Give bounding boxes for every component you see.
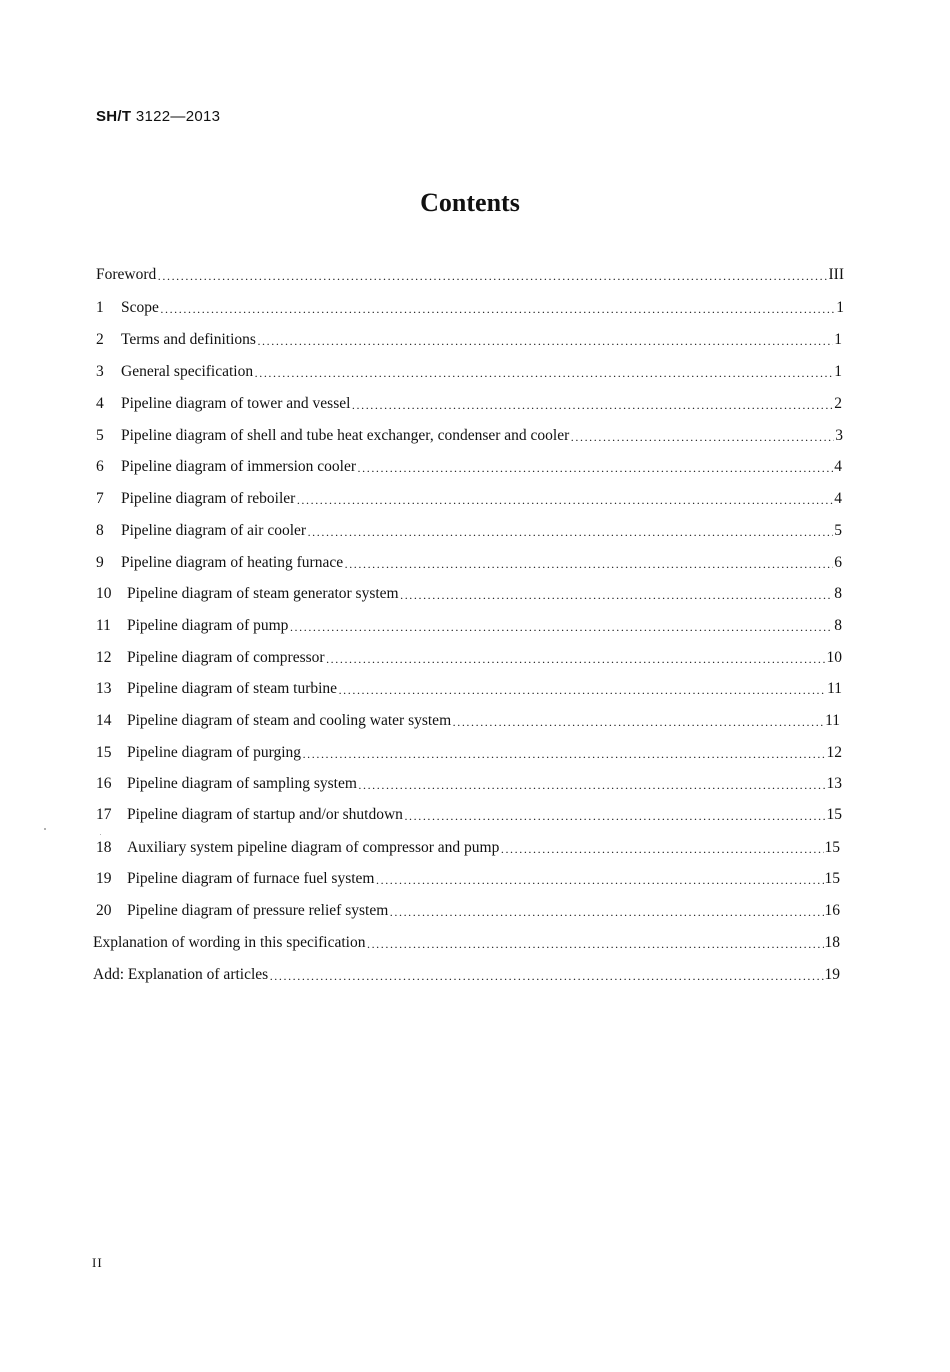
toc-entry[interactable] [96, 647, 842, 669]
toc-dot-leader [404, 804, 826, 826]
toc-entry-page: 2 [834, 395, 842, 412]
toc-entry-title: Add: Explanation of articles [93, 966, 269, 983]
page-number: II [92, 1255, 103, 1270]
toc-entry-page: 8 [834, 585, 842, 602]
toc-entry-title: Pipeline diagram of air cooler [121, 522, 307, 539]
toc-entry[interactable] [96, 837, 840, 859]
scan-speck [100, 834, 101, 835]
toc-dot-leader [351, 393, 833, 415]
toc-entry[interactable] [96, 773, 842, 795]
toc-entry-title: Pipeline diagram of steam turbine [127, 680, 338, 697]
toc-entry-title: Pipeline diagram of compressor [127, 649, 325, 666]
toc-entry-page: 15 [824, 839, 840, 856]
toc-dot-leader [326, 647, 826, 669]
toc-dot-leader [338, 678, 826, 700]
toc-entry[interactable] [96, 456, 842, 478]
toc-entry-title: Foreword [96, 266, 157, 283]
toc-entry-title: Pipeline diagram of steam and cooling water system [127, 712, 452, 729]
toc-entry[interactable] [96, 425, 843, 447]
toc-entry-number: 2 [96, 331, 104, 348]
toc-entry[interactable] [96, 583, 842, 605]
toc-entry-number: 13 [96, 680, 112, 697]
toc-entry[interactable] [96, 900, 840, 922]
toc-entry-title: Pipeline diagram of reboiler [121, 490, 296, 507]
toc-entry-page: III [828, 266, 844, 283]
toc-entry-title: General specification [121, 363, 254, 380]
toc-entry-page: 15 [826, 806, 842, 823]
toc-entry-title: Pipeline diagram of heating furnace [121, 554, 344, 571]
toc-dot-leader [296, 488, 833, 510]
toc-entry-number: 10 [96, 585, 112, 602]
page-title: Contents [420, 188, 520, 217]
toc-entry-page: 10 [826, 649, 842, 666]
toc-entry-number: 9 [96, 554, 104, 571]
toc-entry[interactable] [96, 361, 842, 383]
toc-entry-title: Pipeline diagram of furnace fuel system [127, 870, 375, 887]
toc-dot-leader [302, 742, 825, 764]
toc-dot-leader [570, 425, 834, 447]
toc-entry[interactable] [96, 804, 842, 826]
toc-entry-page: 1 [836, 299, 844, 316]
toc-entry-number: 5 [96, 427, 104, 444]
toc-entry-page: 1 [834, 331, 842, 348]
toc-dot-leader [376, 868, 824, 890]
toc-dot-leader [500, 837, 823, 859]
toc-dot-leader [389, 900, 823, 922]
toc-entry-page: 11 [827, 680, 842, 697]
toc-entry-number: 16 [96, 775, 112, 792]
toc-dot-leader [289, 615, 833, 637]
toc-entry-page: 4 [834, 490, 842, 507]
toc-entry[interactable] [96, 868, 840, 890]
toc-entry-number: 18 [96, 839, 112, 856]
toc-entry-title: Pipeline diagram of immersion cooler [121, 458, 357, 475]
toc-entry[interactable] [93, 964, 840, 986]
toc-entry-page: 5 [834, 522, 842, 539]
toc-entry[interactable] [96, 393, 842, 415]
toc-entry[interactable] [96, 329, 842, 351]
toc-entry-number: 17 [96, 806, 112, 823]
toc-entry-number: 20 [96, 902, 112, 919]
toc-entry-number: 11 [96, 617, 111, 634]
toc-dot-leader [254, 361, 833, 383]
toc-entry[interactable] [96, 297, 844, 319]
toc-entry[interactable] [96, 264, 844, 286]
toc-dot-leader [366, 932, 823, 954]
scan-speck [44, 828, 46, 830]
toc-entry-page: 19 [824, 966, 840, 983]
toc-entry-number: 3 [96, 363, 104, 380]
standard-number: 3122—2013 [135, 108, 221, 125]
toc-entry-title: Auxiliary system pipeline diagram of compressor and pump [127, 839, 500, 856]
toc-entry-page: 18 [824, 934, 840, 951]
toc-entry[interactable] [96, 678, 842, 700]
standard-prefix: SH/T [96, 108, 132, 125]
toc-entry-number: 4 [96, 395, 104, 412]
toc-entry-title: Pipeline diagram of startup and/or shutdown [127, 806, 403, 823]
toc-entry-number: 15 [96, 744, 112, 761]
toc-entry-number: 12 [96, 649, 112, 666]
toc-entry-page: 4 [834, 458, 842, 475]
toc-entry-number: 7 [96, 490, 104, 507]
toc-entry-title: Pipeline diagram of sampling system [127, 775, 357, 792]
toc-entry[interactable] [96, 742, 842, 764]
toc-entry[interactable] [93, 932, 840, 954]
toc-entry[interactable] [96, 520, 842, 542]
toc-entry-page: 8 [834, 617, 842, 634]
toc-entry-page: 16 [824, 902, 840, 919]
toc-entry-title: Pipeline diagram of pressure relief system [127, 902, 389, 919]
toc-entry-page: 6 [834, 554, 842, 571]
toc-entry-title: Pipeline diagram of tower and vessel [121, 395, 351, 412]
toc-entry-number: 19 [96, 870, 112, 887]
toc-dot-leader [358, 773, 826, 795]
toc-dot-leader [344, 552, 833, 574]
toc-entry-page: 12 [826, 744, 842, 761]
toc-entry-number: 6 [96, 458, 104, 475]
toc-dot-leader [257, 329, 833, 351]
toc-dot-leader [400, 583, 834, 605]
toc-dot-leader [357, 456, 833, 478]
toc-dot-leader [160, 297, 835, 319]
toc-entry-page: 3 [835, 427, 843, 444]
toc-entry-title: Terms and definitions [121, 331, 256, 348]
toc-entry-number: 8 [96, 522, 104, 539]
toc-dot-leader [269, 964, 823, 986]
toc-entry[interactable] [96, 552, 842, 574]
toc-dot-leader [157, 264, 827, 286]
toc-entry-title: Pipeline diagram of pump [127, 617, 289, 634]
toc-entry[interactable] [96, 710, 840, 732]
toc-entry-title: Explanation of wording in this specification [93, 934, 366, 951]
toc-entry-title: Scope [121, 299, 159, 316]
toc-entry-title: Pipeline diagram of purging [127, 744, 302, 761]
toc-entry-number: 1 [96, 299, 104, 316]
toc-entry[interactable] [96, 615, 842, 637]
toc-entry-page: 1 [834, 363, 842, 380]
toc-entry-title: Pipeline diagram of shell and tube heat exchanger, condenser and cooler [121, 427, 570, 444]
toc-entry-number: 14 [96, 712, 112, 729]
toc-entry-page: 15 [824, 870, 840, 887]
toc-entry[interactable] [96, 488, 842, 510]
toc-entry-page: 13 [826, 775, 842, 792]
toc-entry-page: 11 [825, 712, 840, 729]
toc-entry-title: Pipeline diagram of steam generator system [127, 585, 399, 602]
toc-dot-leader [307, 520, 833, 542]
toc-dot-leader [452, 710, 824, 732]
